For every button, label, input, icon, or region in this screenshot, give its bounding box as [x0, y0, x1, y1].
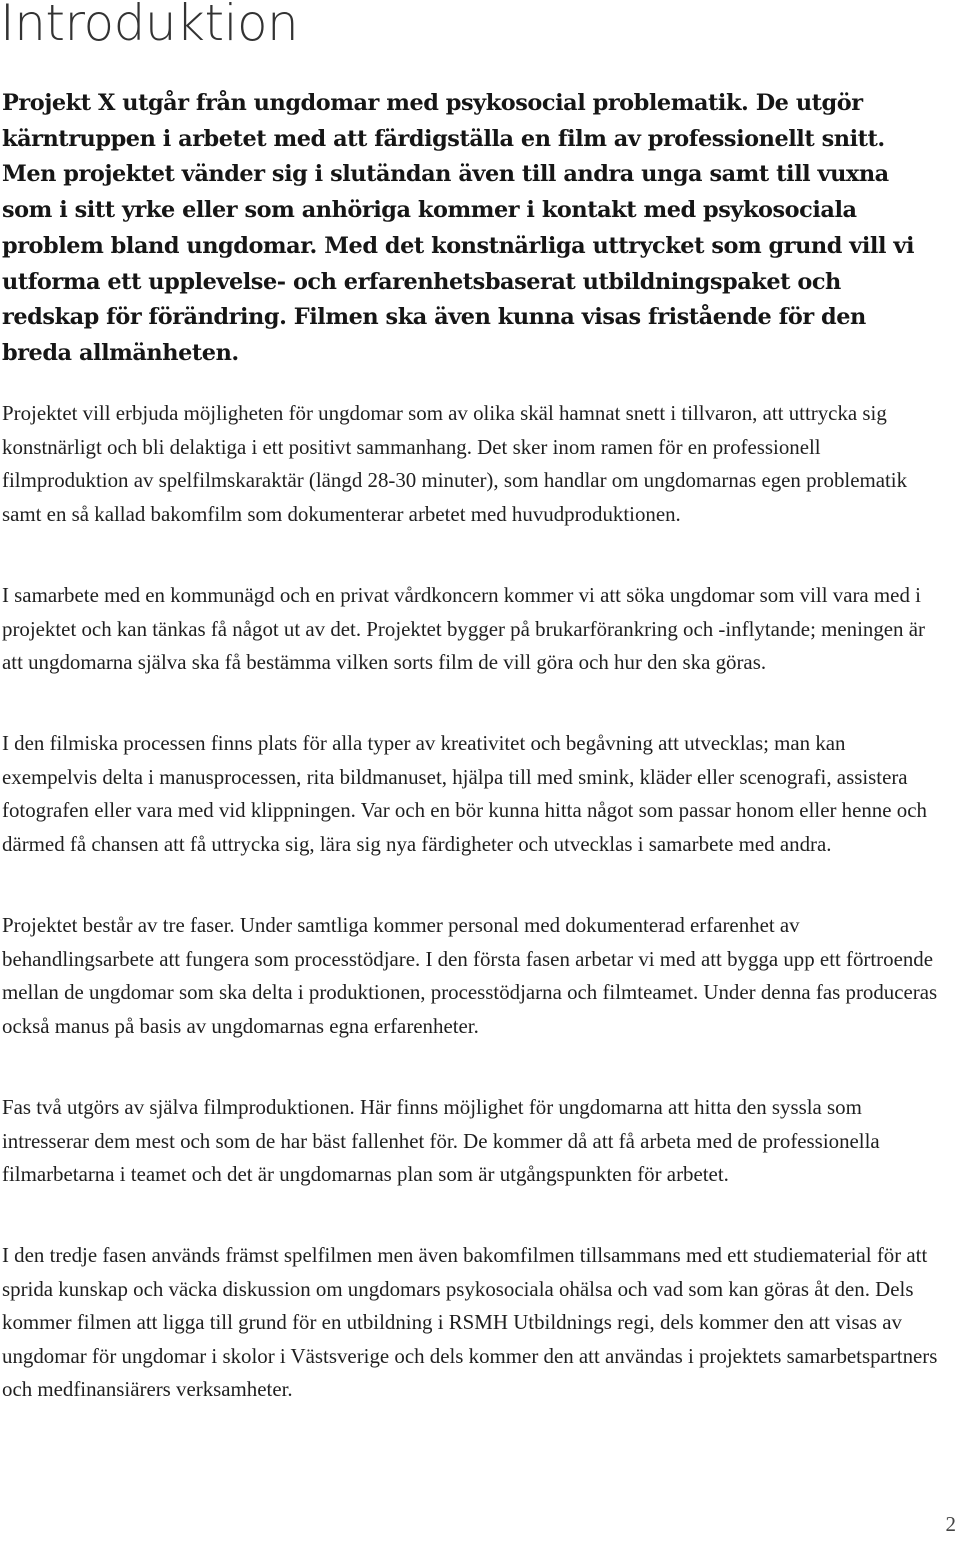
page-title: Introduktion: [0, 0, 299, 52]
body-paragraph-6: I den tredje fasen används främst spelfilmen men även bakomfilmen tillsammans med ett studiematerial för att sprida kunskap och väcka diskussion om ungdomars psykosociala ohälsa och vad som kan göras åt den. Dels kommer filmen att ligga till grund för en utbildning i RSMH Utbildnings regi, dels kommer den att visas av ungdomar för ungdomar i skolor i Västsverige och dels kommer den att användas i projektets samarbetspartners och medfinansiärers verksamheter.: [2, 1243, 938, 1402]
body-paragraph-4: Projektet består av tre faser. Under samtliga kommer personal med dokumenterad erfarenhet av behandlingsarbete att fungera som processtödjare. I den första fasen arbetar vi med att bygga upp ett förtroende mellan de ungdomar som ska delta i produktionen, processtödjarna och filmteamet. Under denna fas produceras också manus på basis av ungdomarnas egna erfarenheter.: [2, 913, 938, 1038]
body-paragraph-2: I samarbete med en kommunägd och en privat vårdkoncern kommer vi att söka ungdomar som vill vara med i projektet och kan tänkas få något ut av det. Projektet bygger på brukarförankring och -inflytande; meningen är att ungdomarna själva ska få bestämma vilken sorts film de vill göra och hur den ska göras.: [2, 583, 925, 675]
body-paragraph-1: Projektet vill erbjuda möjligheten för ungdomar som av olika skäl hamnat snett i tillvaron, att uttrycka sig konstnärligt och bli delaktiga i ett positivt sammanhang. Det sker inom ramen för en professionell filmproduktion av spelfilmskaraktär (längd 28-30 minuter), som handlar om ungdomarnas egen problematik samt en så kallad bakomfilm som dokumenterar arbetet med huvudproduktionen.: [2, 401, 908, 526]
body-paragraph-5: Fas två utgörs av själva filmproduktionen. Här finns möjlighet för ungdomarna att hitta den syssla som intresserar dem mest och som de har bäst fallenhet för. De kommer då att få arbeta med de professionella filmarbetarna i teamet och det är ungdomarnas plan som är utgångspunkten för arbetet.: [2, 1095, 880, 1187]
page-number: 2: [945, 1512, 956, 1536]
lead-paragraph: Projekt X utgår från ungdomar med psykosocial problematik. De utgör kärntruppen i arbetet med att färdigställa en film av professionellt snitt. Men projektet vänder sig i slutändan även till andra unga samt till vuxna som i sitt yrke eller som anhöriga kommer i kontakt med psykosociala problem bland ungdomar. Med det konstnärliga uttrycket som grund vill vi utforma ett upplevelse- och erfarenhetsbaserat utbildningspaket och redskap för förändring. Filmen ska även kunna visas fristående för den breda allmänheten.: [2, 90, 914, 366]
body-paragraph-3: I den filmiska processen finns plats för alla typer av kreativitet och begåvning att utvecklas; man kan exempelvis delta i manusprocessen, rita bildmanuset, hjälpa till med smink, kläder eller scenografi, assistera fotografen eller vara med vid klippningen. Var och en bör kunna hitta något som passar honom eller henne och därmed få chansen att få uttrycka sig, lära sig nya färdigheter och utvecklas i samarbete med andra.: [2, 731, 927, 856]
